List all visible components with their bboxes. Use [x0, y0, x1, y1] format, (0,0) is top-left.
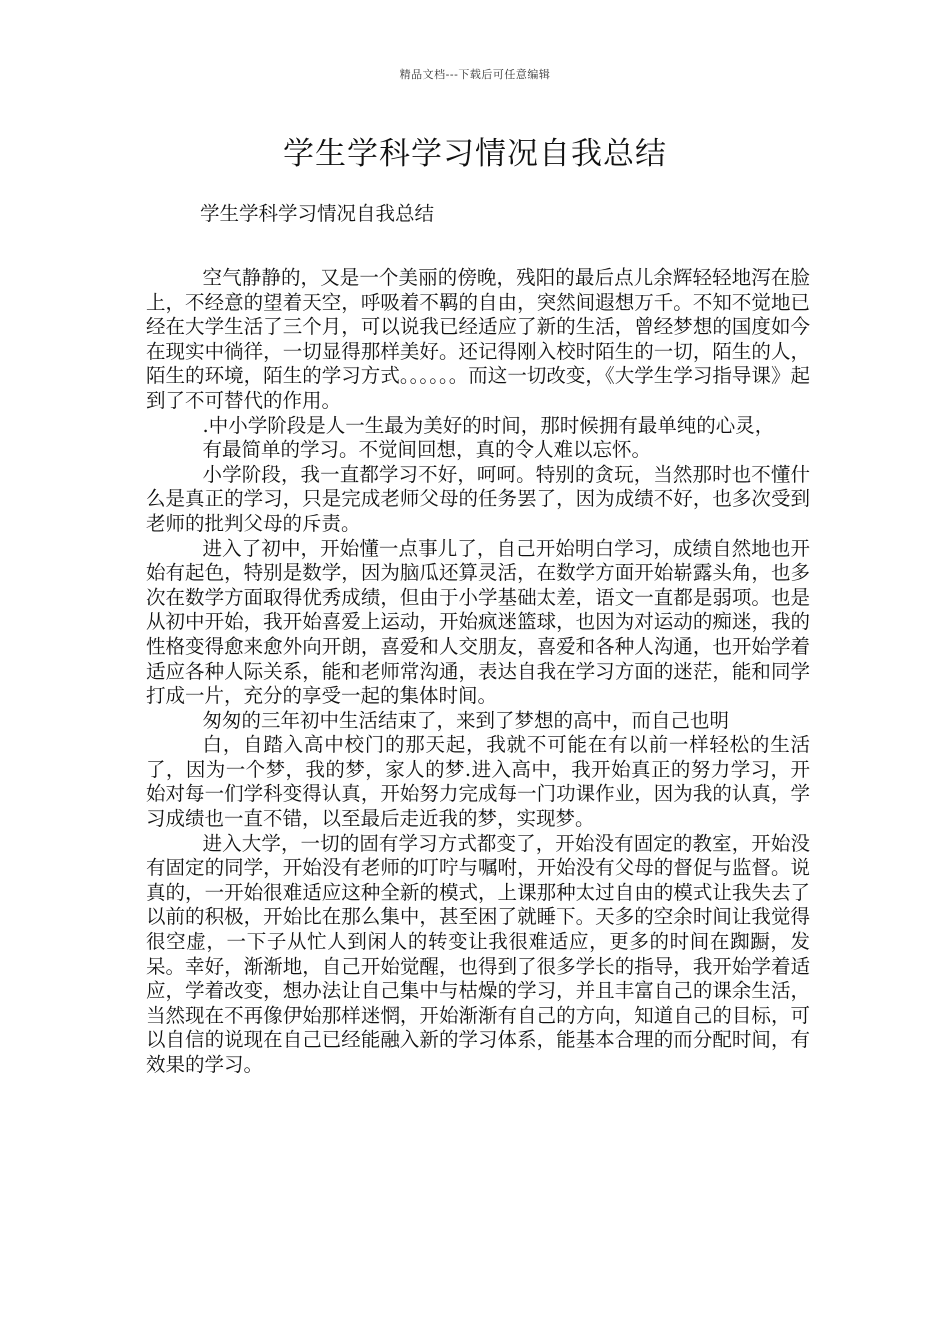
paragraph-3: 有最简单的学习。不觉间回想，真的令人难以忘怀。: [202, 438, 652, 462]
paragraph-2: .中小学阶段是人一生最为美好的时间，那时候拥有最单纯的心灵，: [202, 413, 775, 437]
document-subtitle: 学生学科学习情况自我总结: [200, 202, 435, 225]
document-body: [146, 266, 810, 1078]
paragraph-7: 白，自踏入高中校门的那天起，我就不可能在有以前一样轻松的生活了，因为一个梦，我的梦，家人的梦.进入高中，我开始真正的努力学习，开始对每一们学科变得认真，开始努力完成每一门功课作业，因为我的认真，学习成绩也一直不错，以至最后走近我的梦，实现梦。: [146, 733, 810, 831]
paragraph-4: 小学阶段，我一直都学习不好，呵呵。特别的贪玩，当然那时也不懂什么是真正的学习，只是完成老师父母的任务罢了，因为成绩不好，也多次受到老师的批判父母的斥责。: [146, 462, 810, 535]
paragraph-8: 进入大学，一切的固有学习方式都变了，开始没有固定的教室，开始没有固定的同学，开始没有老师的叮咛与嘱咐，开始没有父母的督促与监督。说真的，一开始很难适应这种全新的模式，上课那种太过自由的模式让我失去了以前的积极，开始比在那么集中，甚至困了就睡下。天多的空余时间让我觉得很空虚，一下子从忙人到闲人的转变让我很难适应，更多的时间在踟蹰，发呆。幸好，渐渐地，自己开始觉醒，也得到了很多学长的指导，我开始学着适应，学着改变，想办法让自己集中与枯燥的学习，并且丰富自己的课余生活，当然现在不再像伊始那样迷惘，开始渐渐有自己的方向，知道自己的目标，可以自信的说现在自己已经能融入新的学习体系，能基本合理的而分配时间，有效果的学习。: [146, 831, 810, 1076]
paragraph-1: 空气静静的，又是一个美丽的傍晚，残阳的最后点儿余辉轻轻地泻在脸上，不经意的望着天空，呼吸着不羁的自由，突然间遐想万千。不知不觉地已经在大学生活了三个月，可以说我已经适应了新的生活，曾经梦想的国度如今在现实中徜徉，一切显得那样美好。还记得刚入校时陌生的一切，陌生的人，陌生的环境，陌生的学习方式。。。。。。而这一切改变，《大学生学习指导课》起到了不可替代的作用。: [146, 266, 810, 412]
paragraph-5: 进入了初中，开始懂一点事儿了，自己开始明白学习，成绩自然地也开始有起色，特别是数学，因为脑瓜还算灵活，在数学方面开始崭露头角，也多次在数学方面取得优秀成绩，但由于小学基础太差，语文一直都是弱项。也是从初中开始，我开始喜爱上运动，开始疯迷篮球，也因为对运动的痴迷，我的性格变得愈来愈外向开朗，喜爱和人交朋友，喜爱和各种人沟通，也开始学着适应各种人际关系，能和老师常沟通，表达自我在学习方面的迷茫，能和同学打成一片，充分的享受一起的集体时间。: [146, 536, 810, 708]
header-note: 精品文档---下载后可任意编辑: [399, 68, 551, 81]
document-title: 学生学科学习情况自我总结: [283, 136, 667, 172]
paragraph-6: 匆匆的三年初中生活结束了，来到了梦想的高中，而自己也明: [202, 708, 730, 732]
